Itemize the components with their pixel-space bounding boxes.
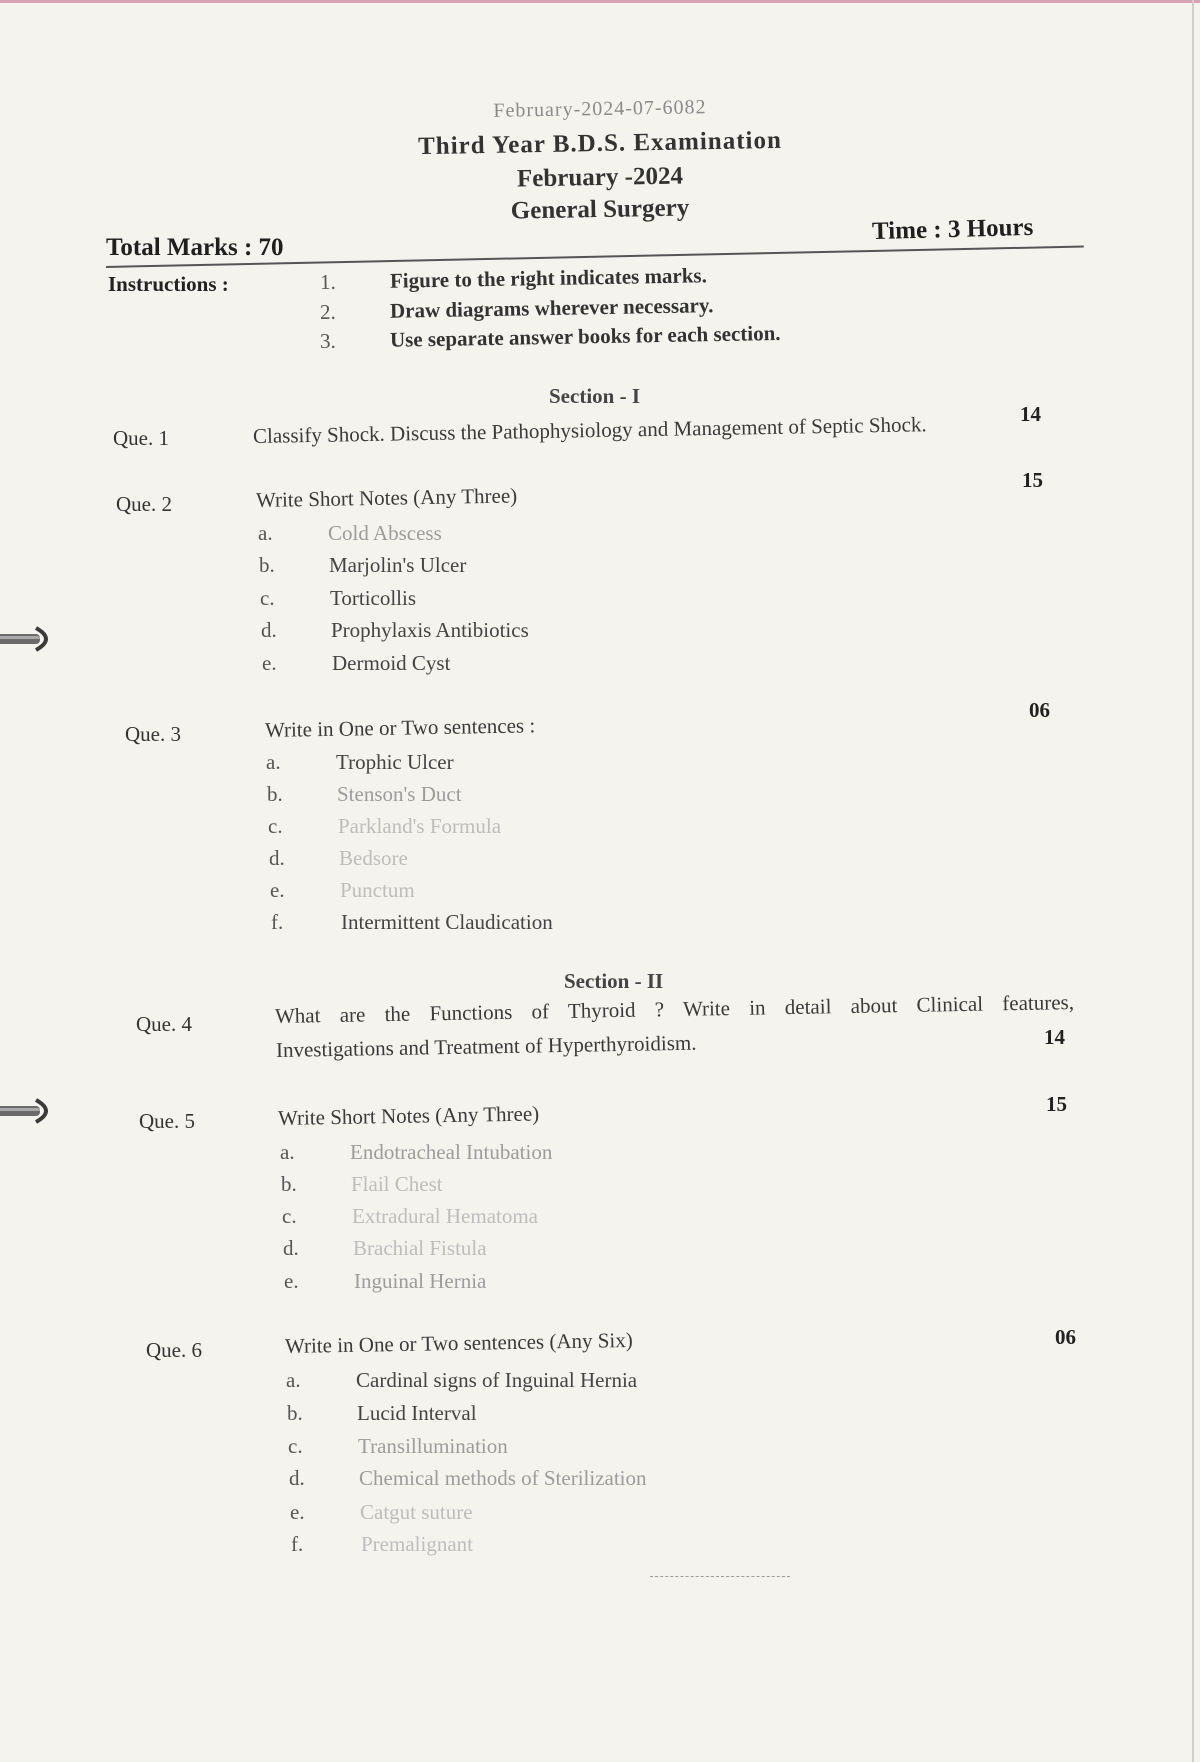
sub-question [259, 553, 466, 578]
question-label: Que. 3 [125, 722, 181, 746]
sub-letter: a. [258, 521, 273, 545]
sub-text: Flail Chest [351, 1172, 443, 1196]
binder-ring-icon [0, 624, 58, 654]
sub-text: Bedsore [339, 846, 408, 870]
instructions-label: Instructions : [108, 272, 229, 296]
instruction-number: 2. [319, 299, 336, 324]
sub-question [266, 750, 454, 775]
sub-letter: d. [269, 846, 285, 870]
sub-text: Inguinal Hernia [354, 1269, 487, 1293]
sub-letter: d. [261, 618, 277, 642]
sub-letter: c. [268, 814, 283, 838]
sub-text: Stenson's Duct [337, 782, 462, 806]
question-text: Write in One or Two sentences (Any Six) [284, 1327, 633, 1358]
sub-text: Brachial Fistula [353, 1236, 487, 1260]
total-marks: Total Marks : 70 [106, 234, 284, 261]
sub-text: Extradural Hematoma [352, 1204, 539, 1228]
exam-month: February -2024 [516, 162, 684, 193]
question-label: Que. 1 [113, 426, 169, 450]
question-text: Write Short Notes (Any Three) [255, 483, 518, 512]
question-text: What are the Functions of Thyroid ? Write in detail about Clinical features, [274, 990, 1075, 1028]
question-label: Que. 4 [136, 1012, 192, 1036]
sub-text: Prophylaxis Antibiotics [331, 618, 529, 642]
sub-letter: f. [271, 910, 284, 934]
instruction-number: 3. [319, 328, 336, 353]
sub-question [287, 1401, 477, 1426]
sub-letter: b. [259, 553, 275, 577]
sub-text: Endotracheal Intubation [350, 1140, 553, 1164]
sub-letter: c. [282, 1204, 297, 1228]
sub-question [281, 1172, 443, 1197]
sub-letter: d. [289, 1466, 305, 1490]
sub-question [261, 618, 529, 643]
sub-letter: e. [262, 651, 277, 675]
section-2-heading: Section - II [564, 969, 664, 993]
binder-ring-icon [0, 1096, 58, 1126]
question-text-continued: Investigations and Treatment of Hyperthyroidism. [275, 1030, 697, 1062]
sub-letter: c. [260, 586, 275, 610]
end-dashed-line [650, 1576, 790, 1577]
instruction-text: Draw diagrams wherever necessary. [389, 293, 714, 323]
sub-question [258, 521, 442, 546]
paper-code: February-2024-07-6082 [493, 96, 707, 122]
sub-text: Catgut suture [360, 1500, 473, 1524]
sub-text: Cardinal signs of Inguinal Hernia [356, 1368, 638, 1392]
instruction-text: Use separate answer books for each section. [389, 320, 781, 352]
instruction-text: Figure to the right indicates marks. [389, 263, 708, 293]
sub-question [267, 782, 462, 807]
sub-question [262, 651, 450, 676]
sub-text: Trophic Ulcer [336, 750, 454, 774]
sub-letter: f. [291, 1532, 304, 1556]
sub-letter: e. [270, 878, 285, 902]
question-marks: 14 [1020, 402, 1041, 426]
instruction-item [320, 293, 714, 325]
instruction-item [320, 321, 781, 354]
question-label: Que. 2 [116, 492, 172, 516]
sub-question [286, 1368, 637, 1393]
question-text: Classify Shock. Discuss the Pathophysiology and Management of Septic Shock. [252, 412, 927, 448]
sub-letter: a. [266, 750, 281, 774]
sub-text: Transillumination [358, 1434, 508, 1458]
instruction-item [320, 263, 707, 295]
sub-question [290, 1500, 473, 1525]
sub-letter: e. [290, 1500, 305, 1524]
sub-text: Premalignant [361, 1532, 473, 1556]
sub-question [269, 846, 408, 871]
sub-text: Marjolin's Ulcer [329, 553, 467, 577]
question-marks: 14 [1044, 1025, 1065, 1049]
question-marks: 15 [1046, 1092, 1067, 1116]
sub-text: Dermoid Cyst [332, 651, 451, 675]
sub-question [280, 1140, 552, 1165]
question-marks: 15 [1022, 468, 1043, 492]
sub-question [283, 1236, 487, 1261]
sub-question [284, 1269, 486, 1294]
sub-question [271, 910, 553, 935]
question-label: Que. 5 [139, 1109, 195, 1133]
sub-letter: d. [283, 1236, 299, 1260]
exam-time: Time : 3 Hours [871, 213, 1034, 246]
sub-letter: b. [267, 782, 283, 806]
exam-subject: General Surgery [510, 194, 690, 225]
sub-question [260, 586, 416, 611]
sub-text: Cold Abscess [328, 521, 442, 545]
sub-question [282, 1204, 538, 1229]
sub-question [289, 1466, 647, 1491]
right-edge-line [1192, 0, 1194, 1762]
sub-letter: b. [287, 1401, 303, 1425]
sub-text: Intermittent Claudication [341, 910, 553, 934]
top-edge-line [0, 0, 1200, 3]
sub-letter: c. [288, 1434, 303, 1458]
sub-text: Lucid Interval [357, 1401, 477, 1425]
sub-text: Parkland's Formula [338, 814, 502, 838]
sub-question [270, 878, 415, 903]
question-label: Que. 6 [146, 1338, 202, 1362]
sub-letter: e. [284, 1269, 299, 1293]
question-text: Write Short Notes (Any Three) [277, 1101, 540, 1130]
sub-text: Chemical methods of Sterilization [359, 1466, 647, 1490]
question-marks: 06 [1029, 698, 1050, 722]
instruction-number: 1. [319, 269, 336, 294]
question-text: Write in One or Two sentences : [264, 713, 536, 742]
exam-title: Third Year B.D.S. Examination [417, 126, 783, 161]
sub-letter: a. [280, 1140, 295, 1164]
sub-letter: b. [281, 1172, 297, 1196]
sub-text: Punctum [340, 878, 415, 902]
section-1-heading: Section - I [549, 384, 640, 408]
sub-question [291, 1532, 473, 1557]
question-marks: 06 [1055, 1325, 1076, 1349]
sub-text: Torticollis [330, 586, 417, 610]
sub-question [268, 814, 501, 839]
sub-letter: a. [286, 1368, 301, 1392]
sub-question [288, 1434, 508, 1459]
